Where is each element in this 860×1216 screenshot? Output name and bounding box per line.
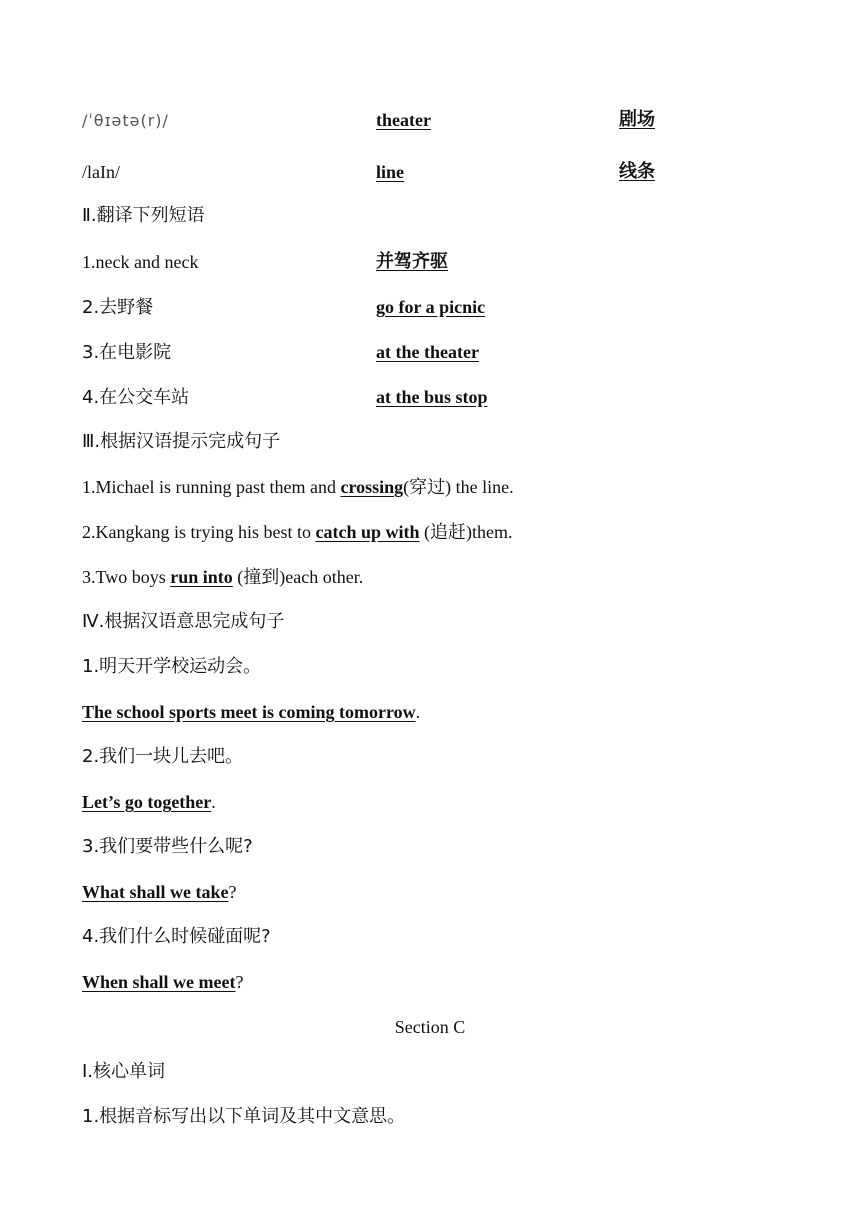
section-title: Section C xyxy=(394,1017,466,1037)
vocab-meaning: 剧场 xyxy=(619,109,655,130)
sentence-text: (穿过) the line. xyxy=(403,477,514,497)
sentence-text: 2.Kangkang is trying his best to xyxy=(82,522,316,542)
phrase-item xyxy=(82,250,448,274)
phrase-prompt: 2.去野餐 xyxy=(82,297,154,318)
sentence-item xyxy=(82,475,514,499)
sentence-answer: catch up with xyxy=(315,522,420,542)
phonetic: /laIn/ xyxy=(82,162,120,182)
translation-answer: When shall we meet xyxy=(82,972,236,992)
vocab-word: theater xyxy=(376,110,431,130)
vocab-row xyxy=(82,108,655,133)
translation-prompt: 1.明天开学校运动会。 xyxy=(82,656,262,677)
phrase-item xyxy=(82,385,488,410)
phrase-answer: at the bus stop xyxy=(376,387,488,407)
translation-prompt: 3.我们要带些什么呢? xyxy=(82,836,253,857)
phrase-prompt: 4.在公交车站 xyxy=(82,387,190,408)
phrase-item xyxy=(82,340,479,365)
translation-prompt: 4.我们什么时候碰面呢? xyxy=(82,926,271,947)
translation-answer: What shall we take xyxy=(82,882,229,902)
phrase-answer: at the theater xyxy=(376,342,479,362)
phrase-answer: 并驾齐驱 xyxy=(376,251,448,272)
sentence-item xyxy=(82,520,512,544)
punctuation: . xyxy=(211,792,216,812)
punctuation: . xyxy=(415,702,421,722)
section-heading: Ⅰ.核心单词 xyxy=(82,1061,166,1082)
phrase-prompt: 3.在电影院 xyxy=(82,342,172,363)
sentence-text: 1.Michael is running past them and xyxy=(82,477,341,497)
translation-answer-line xyxy=(82,970,243,994)
phonetic: /ˈθɪətə(r)/ xyxy=(82,111,169,130)
translation-answer: The school sports meet is coming tomorrow xyxy=(82,702,416,722)
sentence-answer: crossing xyxy=(340,477,404,497)
translation-prompt: 2.我们一块儿去吧。 xyxy=(82,746,244,767)
sentence-text: (追赶)them. xyxy=(419,522,513,542)
sentence-item xyxy=(82,565,363,589)
punctuation: ? xyxy=(228,882,237,902)
sentence-text: 3.Two boys xyxy=(82,567,171,587)
vocab-row xyxy=(82,160,655,184)
section-heading: Ⅳ.根据汉语意思完成句子 xyxy=(82,611,285,632)
translation-answer-line xyxy=(82,880,237,904)
phrase-item xyxy=(82,295,486,320)
punctuation: ? xyxy=(235,972,244,992)
sentence-answer: run into xyxy=(170,567,233,587)
vocab-word: line xyxy=(376,162,405,182)
translation-answer-line xyxy=(82,700,420,724)
vocab-meaning: 线条 xyxy=(619,161,655,182)
translation-answer: Let’s go together xyxy=(82,792,212,812)
section-heading: Ⅱ.翻译下列短语 xyxy=(82,205,205,226)
translation-answer-line xyxy=(82,790,216,814)
section-heading: Ⅲ.根据汉语提示完成句子 xyxy=(82,431,281,452)
phrase-prompt: 1.neck and neck xyxy=(82,252,199,272)
sentence-text: (撞到)each other. xyxy=(232,567,364,587)
instruction-text: 1.根据音标写出以下单词及其中文意思。 xyxy=(82,1106,406,1127)
phrase-answer: go for a picnic xyxy=(376,297,486,317)
